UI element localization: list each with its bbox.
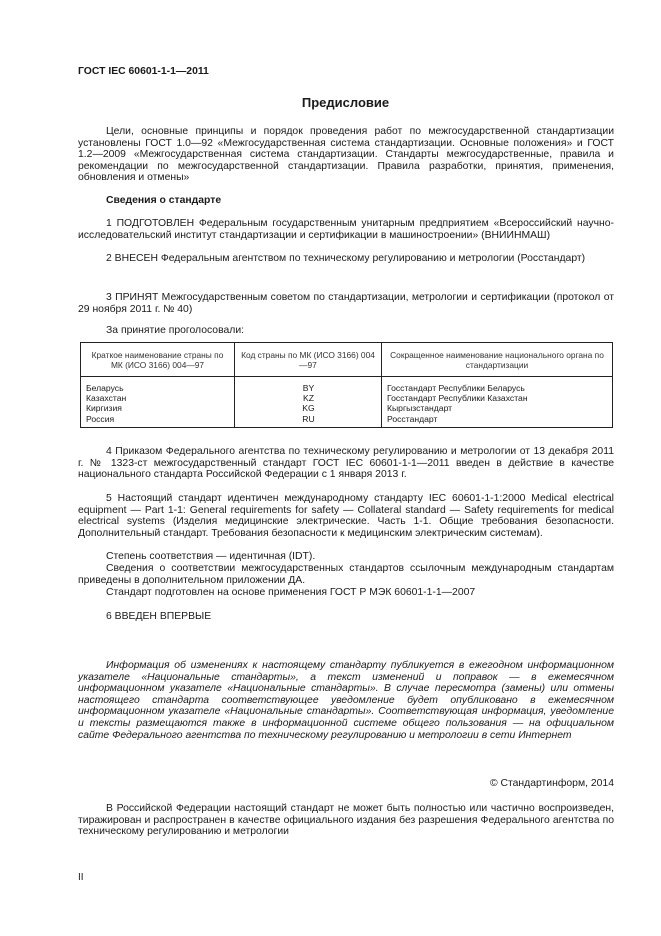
item-5-references: Сведения о соответствии межгосударственных стандартов ссылочным международным стандартам приведены в дополнительном приложении ДА. [78,563,614,586]
section-subheading: Сведения о стандарте [106,195,222,206]
country-name: Казахстан [86,393,127,404]
voting-states-table [80,342,613,428]
standards-body-name: Росстандарт [387,413,438,424]
item-5-degree: Степень соответствия — идентичная (IDT). [106,551,316,562]
table-header-country: Краткое наименование страны по МК (ИСО 3166) 004—97 [81,343,235,377]
country-code: KG [302,403,315,414]
standards-body-name: Кыргызстандарт [387,403,453,414]
page-title: Предисловие [301,95,390,110]
item-5-basis: Стандарт подготовлен на основе применения ГОСТ Р МЭК 60601-1-1—2007 [106,587,476,598]
item-1-paragraph: 1 ПОДГОТОВЛЕН Федеральным государственным унитарным предприятием «Всероссийский научно-исследовательский институт стандартизации и сертификации в машиностроении» (ВНИИНМАШ) [78,218,614,241]
voted-label: За принятие проголосовали: [106,325,245,336]
country-name: Киргизия [86,403,122,414]
item-5-paragraph: 5 Настоящий стандарт идентичен международному стандарту IEC 60601-1-1:2000 Medical electrical equipment — Part 1-1: General requirements for safety — Collateral standard — Safety requirements for medical electrical systems (Изделия медицинские электрические. Часть 1-1. Общие требования безопасности. Дополнительный стандарт. Требования безопасности к медицинским электрическим системам). [78,493,614,539]
table-cell-countries [81,377,235,428]
table-header-row [81,343,613,377]
country-code: KZ [303,393,314,404]
amendments-info-paragraph: Информация об изменениях к настоящему стандарту публикуется в ежегодном информационном указателе «Национальные стандарты», а текст изменений и поправок — в ежемесячном информационном указателе «Национальные стандарты». В случае пересмотра (замены) или отмены настоящего стандарта соответствующее уведомление будет опубликовано в ежемесячном информационном указателе «Национальные стандарты». Соответствующая информация, уведомление и тексты размещаются также в информационной системе общего пользования — на официальном сайте Федерального агентства по техническому регулированию и метрологии в сети Интернет [78,660,614,741]
item-3-paragraph: 3 ПРИНЯТ Межгосударственным советом по стандартизации, метрологии и сертификации (протокол от 29 ноября 2011 г. № 40) [78,292,614,315]
item-6-paragraph: 6 ВВЕДЕН ВПЕРВЫЕ [106,611,212,622]
item-4-paragraph: 4 Приказом Федерального агентства по техническому регулированию и метрологии от 13 декабря 2011 г. № 1323-ст межгосударственный стандарт ГОСТ IEC 60601-1-1—2011 введен в действие в качестве национального стандарта Российской Федерации с 1 января 2013 г. [78,446,614,481]
table-header-code: Код страны по МК (ИСО 3166) 004—97 [235,343,382,377]
table-cell-bodies [382,377,613,428]
table-body-row [81,377,613,428]
country-name: Россия [86,413,115,424]
item-2-paragraph: 2 ВНЕСЕН Федеральным агентством по техническому регулированию и метрологии (Росстандарт) [106,253,586,264]
table-header-body: Сокращенное наименование национального органа по стандартизации [382,343,613,377]
country-name: Беларусь [86,383,124,393]
page-number: II [78,872,84,883]
intro-paragraph: Цели, основные принципы и порядок проведения работ по межгосударственной стандартизации установлены ГОСТ 1.0—92 «Межгосударственная система стандартизации. Основные положения» и ГОСТ 1.2—2009 «Межгосударственная система стандартизации. Стандарты межгосударственные, правила и рекомендации по межгосударственной стандартизации. Правила разработки, принятия, применения, обновления и отмены» [78,126,614,184]
rights-paragraph: В Российской Федерации настоящий стандарт не может быть полностью или частично воспроизведен, тиражирован и распространен в качестве официального издания без разрешения Федерального агентства по техническому регулированию и метрологии [78,803,614,838]
copyright-line: © Стандартинформ, 2014 [489,778,614,789]
table-cell-codes [235,377,382,428]
header-standard-code: ГОСТ IEC 60601-1-1—2011 [78,66,209,77]
standards-body-name: Госстандарт Республики Беларусь [387,383,525,393]
standards-body-name: Госстандарт Республики Казахстан [387,393,528,404]
country-code: BY [302,383,315,393]
country-code: RU [302,413,315,424]
